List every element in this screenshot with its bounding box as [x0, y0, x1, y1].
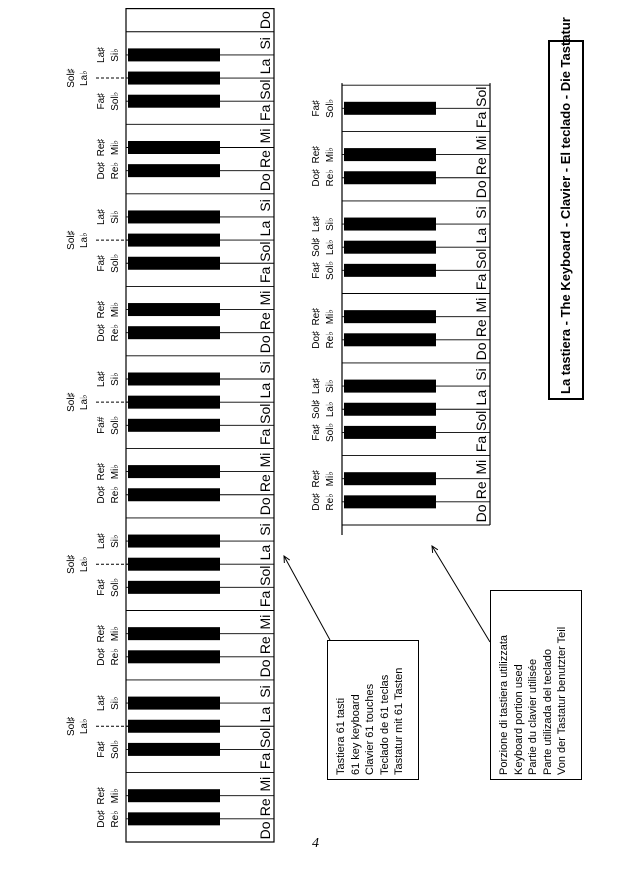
black-key: [344, 264, 436, 277]
black-key: [128, 72, 220, 85]
callout-portion-line: Partie du clavier utilisée: [527, 658, 540, 775]
accidental-label: Re♯: [96, 300, 107, 319]
left-white-key-label: Si: [257, 361, 273, 374]
accidental-label: Mi♭: [110, 463, 121, 480]
left-white-key-label: Fa: [257, 752, 273, 770]
left-white-key-label: Fa: [257, 428, 273, 446]
accidental-label: Re♯: [96, 138, 107, 157]
black-key: [344, 472, 436, 485]
black-key: [344, 241, 436, 254]
callout-portion-line: Keyboard portion used: [512, 664, 525, 775]
black-key: [344, 495, 436, 508]
left-white-key-label: La: [257, 58, 273, 75]
black-key: [344, 148, 436, 161]
accidental-label: Re♭: [110, 648, 121, 666]
black-key: [128, 465, 220, 478]
accidental-label: Si♭: [325, 217, 336, 231]
right-white-key-label: Si: [473, 368, 489, 381]
accidental-label: Fa♯: [96, 92, 107, 110]
left-white-key-label: Mi: [257, 290, 273, 306]
black-key: [128, 650, 220, 663]
accidental-label: La♯: [96, 46, 107, 63]
left-white-key-label: Sol: [257, 403, 273, 424]
title-box: [548, 17, 584, 400]
accidental-label: Sol♭: [110, 739, 121, 759]
black-key: [128, 419, 220, 432]
accidental-label: Sol♭: [110, 577, 121, 597]
accidental-label: Re♯: [311, 469, 322, 488]
accidental-label: La♭: [325, 401, 336, 418]
left-white-key-label: La: [257, 544, 273, 561]
black-key: [344, 171, 436, 184]
left-white-key-label: Sol: [257, 79, 273, 100]
accidental-label: Re♯: [96, 462, 107, 481]
accidental-label: Do♯: [311, 168, 322, 187]
accidental-label: Mi♭: [110, 139, 121, 156]
right-white-key-label: Fa: [473, 273, 489, 291]
left-white-key-label: Mi: [257, 452, 273, 468]
black-key: [128, 720, 220, 733]
accidental-label: La♯: [96, 370, 107, 388]
right-white-key-label: Fa: [473, 111, 489, 129]
accidental-label: Re♭: [325, 169, 336, 187]
accidental-label: La♯: [311, 215, 322, 233]
left-white-key-label: Do: [257, 173, 273, 192]
callout-61-line: Tastatur mit 61 Tasten: [393, 667, 406, 775]
page-title: La tastiera - The Keyboard - Clavier - El teclado - Die Tastatur: [558, 17, 573, 394]
accidental-label: Fa♯: [96, 254, 107, 272]
black-key: [128, 535, 220, 548]
accidental-label: Do♯: [96, 485, 107, 504]
black-key: [128, 743, 220, 756]
accidental-label: Sol♯: [66, 230, 77, 250]
accidental-label: Do♯: [96, 161, 107, 180]
right-white-key-label: Sol: [473, 86, 489, 107]
accidental-label: Fa♯: [96, 579, 107, 596]
left-white-key-label: Sol: [257, 565, 273, 586]
left-white-key-label: Si: [257, 37, 273, 50]
accidental-label: Sol♯: [66, 392, 77, 412]
left-white-key-label: Do: [257, 11, 273, 30]
left-white-key-label: Re: [257, 150, 273, 169]
callout-portion-line: Porzione di tastiera utilizzata: [498, 634, 510, 775]
accidental-label: Fa♯: [311, 262, 322, 279]
left-white-key-label: La: [257, 382, 273, 399]
left-white-key-label: Do: [257, 497, 273, 516]
accidental-label: Mi♭: [110, 301, 121, 318]
accidental-label: Si♭: [110, 696, 121, 710]
accidental-label: La♭: [79, 556, 90, 573]
left-white-key-label: Fa: [257, 104, 273, 121]
black-key: [344, 310, 436, 323]
accidental-label: Sol♭: [325, 422, 336, 442]
accidental-label: La♯: [311, 378, 322, 395]
left-white-key-label: Mi: [257, 614, 273, 630]
callout-61-line: Clavier 61 touches: [364, 683, 377, 775]
accidental-label: Mi♭: [325, 471, 336, 487]
accidental-label: Si♭: [110, 210, 121, 224]
black-key: [128, 257, 220, 270]
accidental-label: Sol♭: [325, 98, 336, 118]
black-key: [128, 396, 220, 409]
black-key: [128, 48, 220, 61]
black-key: [128, 488, 220, 501]
right-white-key-label: Do: [473, 504, 489, 523]
accidental-label: Re♭: [110, 810, 121, 828]
accidental-label: La♯: [96, 532, 107, 550]
callout-portion-arrow-head: [432, 546, 438, 553]
callout-portion-line: Parte utilizada del teclado: [541, 649, 554, 775]
accidental-label: Re♭: [110, 161, 121, 180]
accidental-label: La♭: [79, 70, 90, 86]
accidental-label: Mi♭: [325, 309, 336, 325]
black-key: [128, 627, 220, 640]
right-white-key-label: La: [473, 389, 489, 406]
accidental-label: La♭: [79, 394, 90, 411]
black-key: [128, 141, 220, 154]
left-white-key-label: Si: [257, 685, 273, 698]
black-key: [128, 581, 220, 594]
left-white-key-label: Fa: [257, 266, 273, 283]
right-white-key-label: Mi: [473, 297, 489, 313]
black-key: [128, 95, 220, 108]
left-white-key-label: Sol: [257, 727, 273, 748]
left-white-key-label: Fa: [257, 590, 273, 608]
accidental-label: Si♭: [110, 48, 121, 62]
callout-portion-arrow: [432, 546, 490, 642]
accidental-label: La♭: [79, 232, 90, 249]
left-white-key-label: Sol: [257, 241, 273, 262]
callout-61-line: Teclado de 61 teclas: [378, 674, 391, 775]
accidental-label: Sol♭: [110, 91, 121, 111]
accidental-label: Do♯: [96, 809, 107, 828]
accidental-label: Fa#: [96, 416, 107, 434]
black-key: [128, 558, 220, 571]
accidental-label: Re♭: [325, 493, 336, 511]
right-white-key-label: La: [473, 227, 489, 244]
accidental-label: La♯: [96, 695, 107, 712]
black-key: [344, 403, 436, 416]
left-white-key-label: La: [257, 220, 273, 237]
accidental-label: Re♯: [96, 624, 107, 643]
left-white-key-label: Do: [257, 335, 273, 354]
left-white-key-label: Do: [257, 821, 273, 840]
black-key: [128, 164, 220, 177]
left-white-key-label: Do: [257, 659, 273, 678]
callout-61-text: [334, 668, 407, 775]
left-white-key-label: Si: [257, 199, 273, 212]
right-white-key-label: Mi: [473, 459, 489, 475]
black-key: [344, 218, 436, 231]
accidental-label: Sol♯: [66, 716, 77, 736]
accidental-label: Sol♯: [66, 68, 77, 88]
right-white-key-label: Re: [473, 157, 489, 176]
accidental-label: Mi♭: [325, 146, 336, 163]
right-white-key-label: Mi: [473, 135, 489, 151]
right-white-key-label: Re: [473, 481, 489, 500]
accidental-label: Sol♭: [110, 253, 121, 273]
right-white-key-label: Sol: [473, 248, 489, 269]
accidental-label: Si♭: [110, 372, 121, 386]
right-white-key-label: Do: [473, 342, 489, 361]
left-white-key-label: La: [257, 706, 273, 723]
callout-portion-line: Von der Tastatur benutzter Teil: [556, 626, 569, 775]
black-key: [128, 234, 220, 247]
accidental-label: Re♭: [110, 486, 121, 504]
black-key: [344, 102, 436, 115]
black-key: [128, 373, 220, 386]
accidental-label: Re♭: [110, 323, 121, 342]
callout-portion-text: [497, 627, 570, 775]
accidental-label: La♭: [325, 239, 336, 256]
accidental-label: Si♭: [110, 534, 121, 548]
accidental-label: Sol♭: [325, 260, 336, 280]
black-key: [344, 380, 436, 393]
right-white-key-label: Do: [473, 180, 489, 199]
page-number: 4: [312, 836, 319, 851]
accidental-label: Fa♯: [311, 99, 322, 117]
accidental-label: Sol♯: [311, 399, 322, 419]
accidental-label: Mi♭: [110, 788, 121, 804]
left-white-key-label: Re: [257, 312, 273, 331]
accidental-label: Do♯: [311, 492, 322, 511]
callout-61-line: 61 key keyboard: [349, 694, 362, 775]
callout-portion-used: [490, 590, 582, 780]
right-white-key-label: Re: [473, 319, 489, 338]
accidental-label: Do♯: [311, 330, 322, 349]
accidental-label: Re♯: [96, 786, 107, 805]
black-key: [128, 812, 220, 825]
black-key: [344, 333, 436, 346]
black-key: [128, 789, 220, 802]
accidental-label: La♯: [96, 208, 107, 226]
left-white-key-label: Si: [257, 523, 273, 536]
callout-61-line: Tastiera 61 tasti: [335, 697, 347, 775]
accidental-label: Mi♭: [110, 626, 121, 642]
left-white-key-label: Re: [257, 636, 273, 655]
accidental-label: Re♯: [311, 145, 322, 164]
black-key: [128, 326, 220, 339]
left-white-key-label: Re: [257, 474, 273, 493]
callout-61-arrow: [284, 556, 330, 640]
right-white-key-label: Fa: [473, 435, 489, 453]
right-white-key-label: Sol: [473, 410, 489, 431]
callout-61-keys: [327, 640, 419, 780]
accidental-label: Re♯: [311, 307, 322, 326]
accidental-label: Fa♯: [311, 424, 322, 441]
black-key: [128, 303, 220, 316]
black-key: [344, 426, 436, 439]
accidental-label: Do♯: [96, 647, 107, 666]
left-white-key-label: Re: [257, 798, 273, 817]
accidental-label: Do♯: [96, 323, 107, 342]
accidental-label: Sol♯: [311, 237, 322, 257]
right-white-key-label: Si: [473, 206, 489, 219]
accidental-label: Sol♭: [110, 415, 121, 435]
accidental-label: Si♭: [325, 379, 336, 393]
left-white-key-label: Mi: [257, 776, 273, 792]
accidental-label: La♭: [79, 718, 90, 735]
left-white-key-label: Mi: [257, 128, 273, 144]
black-key: [128, 210, 220, 223]
accidental-label: Re♭: [325, 331, 336, 349]
accidental-label: Sol♯: [66, 554, 77, 574]
accidental-label: Fa♯: [96, 741, 107, 758]
black-key: [128, 697, 220, 710]
